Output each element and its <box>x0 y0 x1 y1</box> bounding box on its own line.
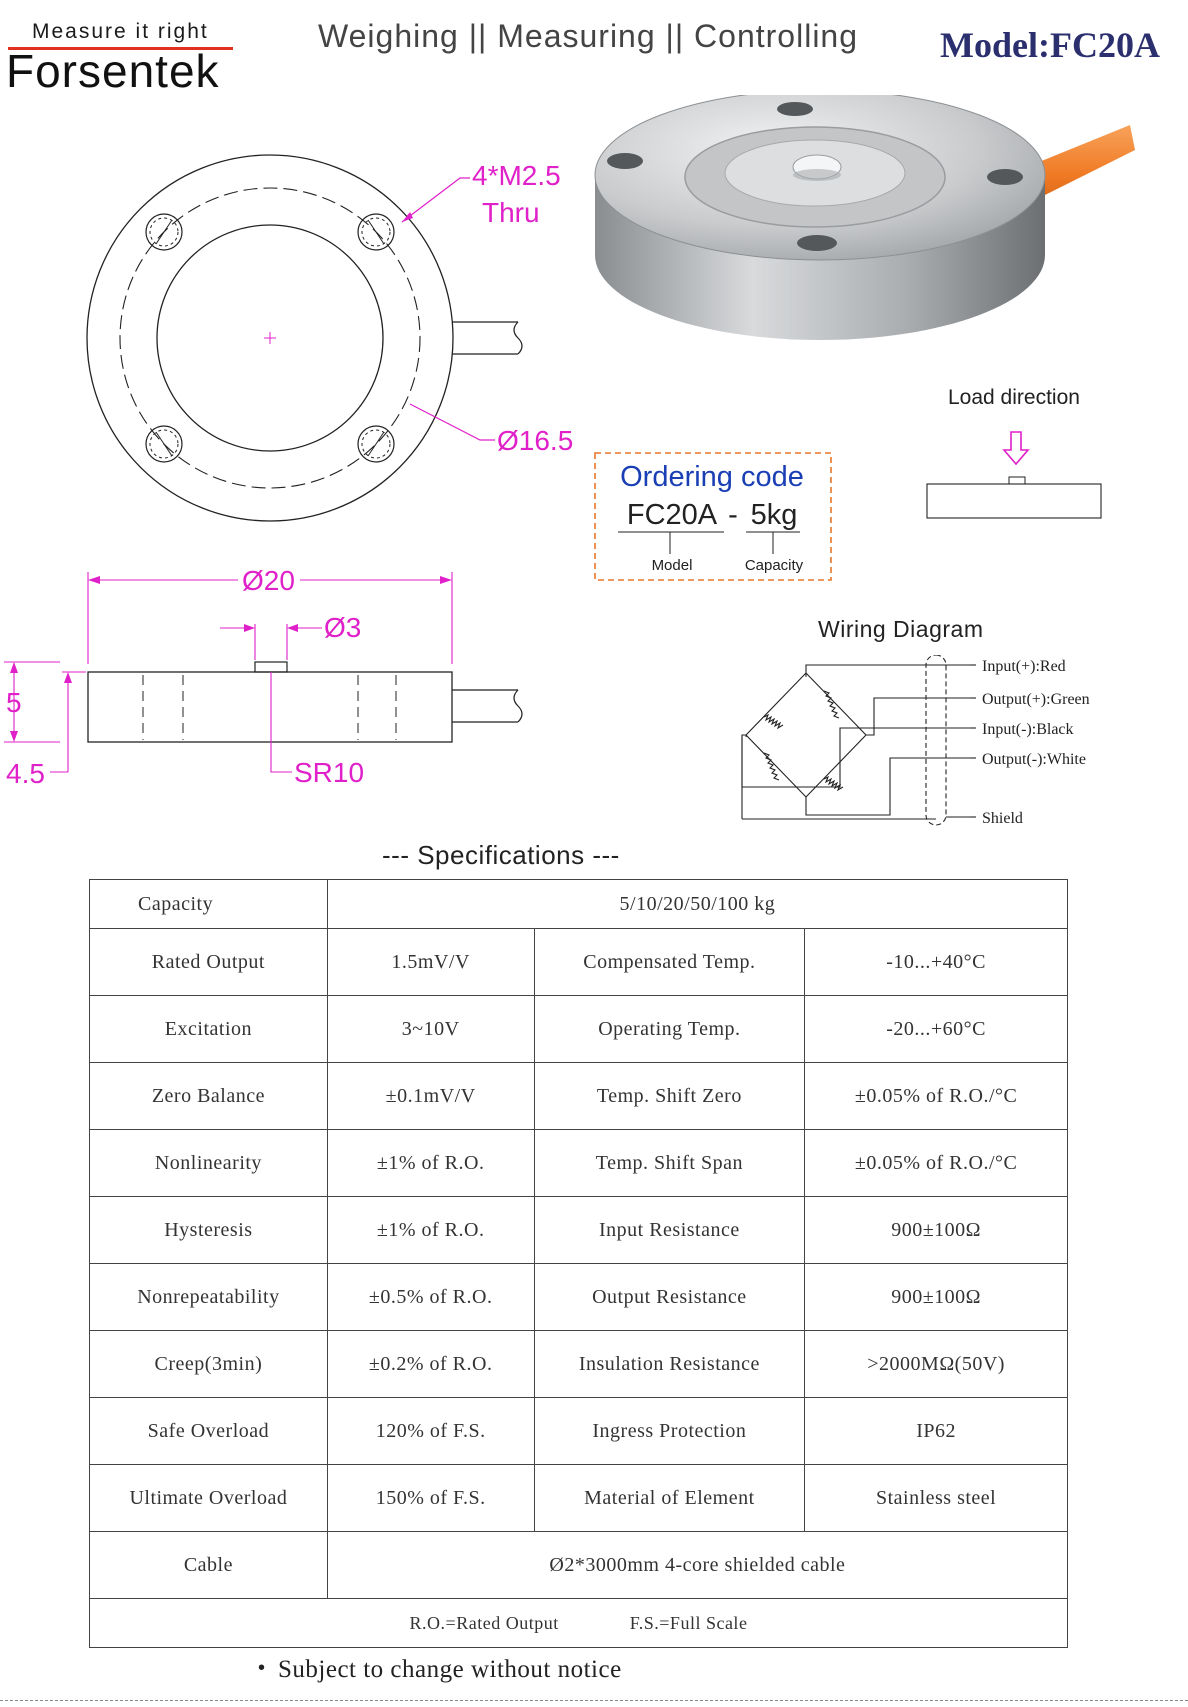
table-row <box>90 1465 1068 1532</box>
capacity-value: 5/10/20/50/100 kg <box>327 880 1067 929</box>
button-diameter-label: Ø3 <box>324 612 362 643</box>
wiring-diagram <box>740 655 1120 835</box>
spec-value: ±0.05% of R.O./°C <box>805 1063 1068 1130</box>
wire-label: Output(+):Green <box>982 691 1090 708</box>
spec-value: ±0.05% of R.O./°C <box>805 1130 1068 1197</box>
spec-label: Rated Output <box>90 929 328 996</box>
table-row <box>90 929 1068 996</box>
spec-label: Input Resistance <box>534 1197 805 1264</box>
ordering-title: Ordering code <box>620 461 804 493</box>
logo-name: Forsentek <box>6 45 220 97</box>
wire-label: Input(-):Black <box>982 721 1074 738</box>
disclaimer-note: Subject to change without notice <box>278 1656 622 1683</box>
specs-title: --- Specifications --- <box>382 840 620 870</box>
spec-label: Ingress Protection <box>534 1398 805 1465</box>
spec-label: Zero Balance <box>90 1063 328 1130</box>
spec-label: Hysteresis <box>90 1197 328 1264</box>
mount-hole <box>146 426 182 462</box>
table-row <box>90 1331 1068 1398</box>
load-direction-label: Load direction <box>948 386 1080 409</box>
spec-value: ±0.5% of R.O. <box>327 1264 534 1331</box>
outer-diameter-label: Ø20 <box>242 565 295 596</box>
spec-value: 150% of F.S. <box>327 1465 534 1532</box>
circle-diameter-label: Ø16.5 <box>497 425 574 456</box>
table-row <box>90 1130 1068 1197</box>
bottom-divider <box>0 1700 1188 1701</box>
wire-label: Shield <box>982 810 1023 827</box>
ordering-code-box <box>594 452 834 582</box>
table-row <box>90 1532 1068 1599</box>
technical-drawing <box>0 0 600 800</box>
mount-hole <box>358 426 394 462</box>
load-arrow-icon <box>1004 432 1028 464</box>
table-footnote-row <box>90 1599 1068 1648</box>
spec-value: -10...+40°C <box>805 929 1068 996</box>
spec-label: Excitation <box>90 996 328 1063</box>
header-tagline: Weighing || Measuring || Controlling <box>318 18 859 54</box>
spec-value: 120% of F.S. <box>327 1398 534 1465</box>
wiring-title: Wiring Diagram <box>818 616 984 642</box>
spec-label: Compensated Temp. <box>534 929 805 996</box>
spec-label: Ultimate Overload <box>90 1465 328 1532</box>
spec-label: Temp. Shift Zero <box>534 1063 805 1130</box>
ordering-model-label: Model <box>651 557 693 574</box>
load-direction-diagram <box>925 430 1105 520</box>
spec-label: Nonlinearity <box>90 1130 328 1197</box>
ordering-model-code: FC20A <box>626 499 718 531</box>
specs-table <box>89 879 1068 1648</box>
table-row <box>90 1197 1068 1264</box>
spec-value: >2000MΩ(50V) <box>805 1331 1068 1398</box>
mount-hole <box>146 214 182 250</box>
spec-value: 3~10V <box>327 996 534 1063</box>
sphere-radius-label: SR10 <box>294 757 365 788</box>
table-row <box>90 1398 1068 1465</box>
spec-value: ±0.2% of R.O. <box>327 1331 534 1398</box>
height-body-label: 4.5 <box>6 758 45 789</box>
spec-label: Material of Element <box>534 1465 805 1532</box>
capacity-label: Capacity <box>90 880 328 929</box>
spec-label: Creep(3min) <box>90 1331 328 1398</box>
cable-value: Ø2*3000mm 4-core shielded cable <box>327 1532 1067 1599</box>
ordering-capacity-label: Capacity <box>744 557 804 574</box>
spec-label: Insulation Resistance <box>534 1331 805 1398</box>
spec-value: 900±100Ω <box>805 1264 1068 1331</box>
table-row <box>90 1063 1068 1130</box>
footnote-fs: F.S.=Full Scale <box>629 1612 748 1633</box>
holes-label: 4*M2.5 <box>472 160 561 191</box>
height-top-label: 5 <box>6 687 22 718</box>
mount-hole <box>358 214 394 250</box>
spec-value: IP62 <box>805 1398 1068 1465</box>
spec-value: Stainless steel <box>805 1465 1068 1532</box>
footnote-ro: R.O.=Rated Output <box>409 1612 559 1633</box>
side-view <box>4 565 522 789</box>
spec-label: Temp. Shift Span <box>534 1130 805 1197</box>
table-footnote <box>90 1599 1068 1648</box>
model-title: Model:FC20A <box>940 25 1160 65</box>
spec-label: Safe Overload <box>90 1398 328 1465</box>
holes-label-thru: Thru <box>482 197 540 228</box>
spec-value: -20...+60°C <box>805 996 1068 1063</box>
table-row <box>90 880 1068 929</box>
table-row <box>90 996 1068 1063</box>
bullet-icon: • <box>258 1657 266 1679</box>
table-row <box>90 1264 1068 1331</box>
spec-value: ±1% of R.O. <box>327 1197 534 1264</box>
spec-value: ±1% of R.O. <box>327 1130 534 1197</box>
ordering-capacity-code: 5kg <box>750 499 798 531</box>
spec-value: 1.5mV/V <box>327 929 534 996</box>
spec-label: Operating Temp. <box>534 996 805 1063</box>
cable-stub <box>452 322 522 354</box>
logo-tagline: Measure it right <box>32 20 209 43</box>
spec-value: 900±100Ω <box>805 1197 1068 1264</box>
spec-label: Output Resistance <box>534 1264 805 1331</box>
cable-label: Cable <box>90 1532 328 1599</box>
top-view <box>87 155 573 521</box>
product-photo <box>585 95 1145 385</box>
spec-value: ±0.1mV/V <box>327 1063 534 1130</box>
ordering-separator: - <box>728 499 738 531</box>
wire-label: Input(+):Red <box>982 658 1066 675</box>
wire-label: Output(-):White <box>982 751 1086 768</box>
spec-label: Nonrepeatability <box>90 1264 328 1331</box>
